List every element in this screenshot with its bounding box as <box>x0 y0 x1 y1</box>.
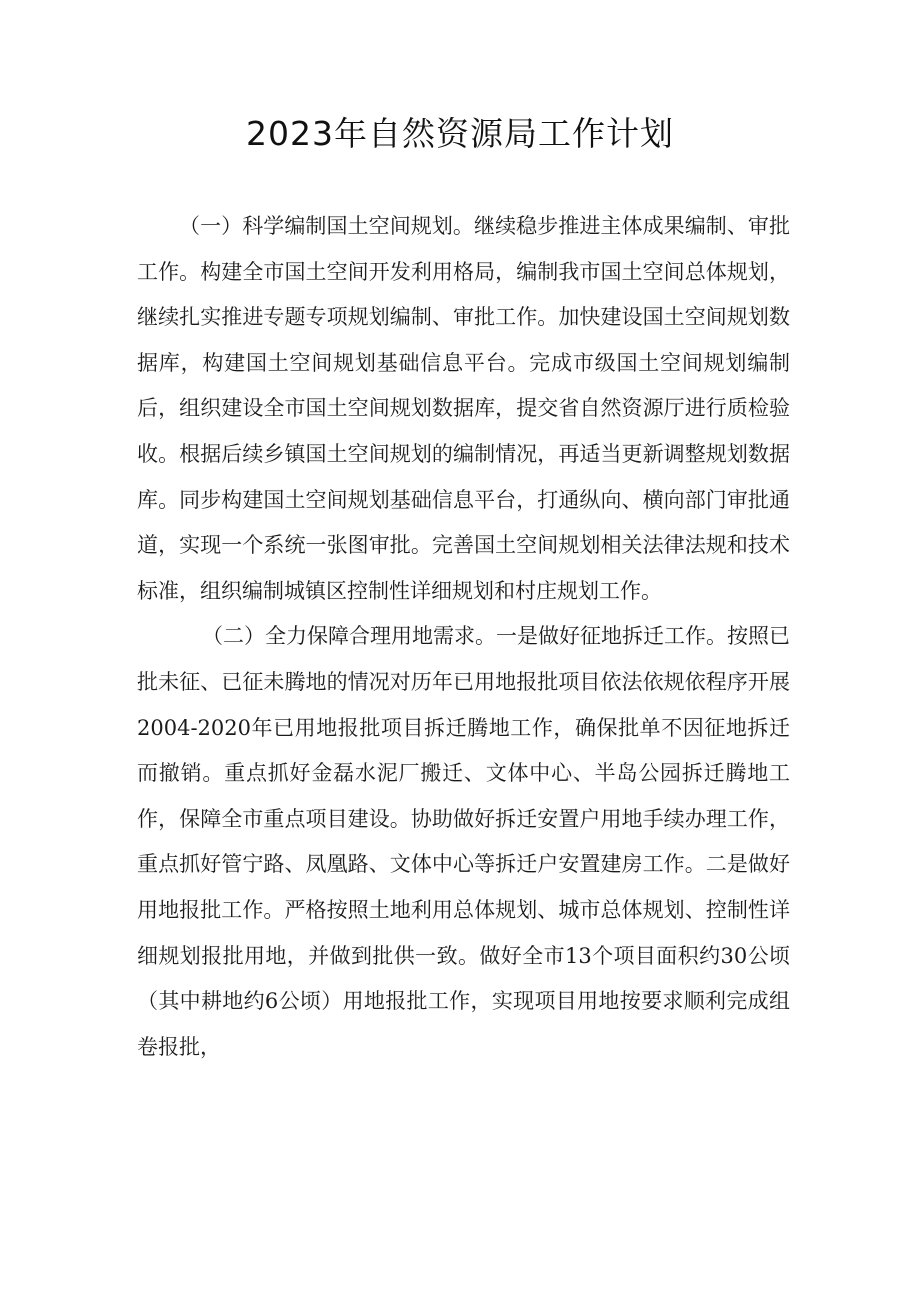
paragraph-land-use-demand: （二）全力保障合理用地需求。一是做好征地拆迁工作。按照已批未征、已征未腾地的情况对历年已用地报批项目依法依规依程序开展2004-2020年已用地报批项目拆迁腾地工作，确保批单不因征地拆迁而撤销。重点抓好金磊水泥厂搬迁、文体中心、半岛公园拆迁腾地工作，保障全市重点项目建设。协助做好拆迁安置户用地手续办理工作，重点抓好管宁路、凤凰路、文体中心等拆迁户安置建房工作。二是做好用地报批工作。严格按照土地利用总体规划、城市总体规划、控制性详细规划报批用地，并做到批供一致。做好全市13个项目面积约30公顷（其中耕地约6公顷）用地报批工作，实现项目用地按要求顺利完成组卷报批， <box>137 624 790 1059</box>
document-title: 2023年自然资源局工作计划 <box>246 114 674 153</box>
document-body <box>137 204 790 1070</box>
paragraph-land-space-planning: （一）科学编制国土空间规划。继续稳步推进主体成果编制、审批工作。构建全市国土空间开发利用格局，编制我市国土空间总体规划，继续扎实推进专题专项规划编制、审批工作。加快建设国土空间规划数据库，构建国土空间规划基础信息平台。完成市级国土空间规划编制后，组织建设全市国土空间规划数据库，提交省自然资源厅进行质检验收。根据后续乡镇国土空间规划的编制情况，再适当更新调整规划数据库。同步构建国土空间规划基础信息平台，打通纵向、横向部门审批通道，实现一个系统一张图审批。完善国土空间规划相关法律法规和技术标准，组织编制城镇区控制性详细规划和村庄规划工作。 <box>137 214 790 603</box>
